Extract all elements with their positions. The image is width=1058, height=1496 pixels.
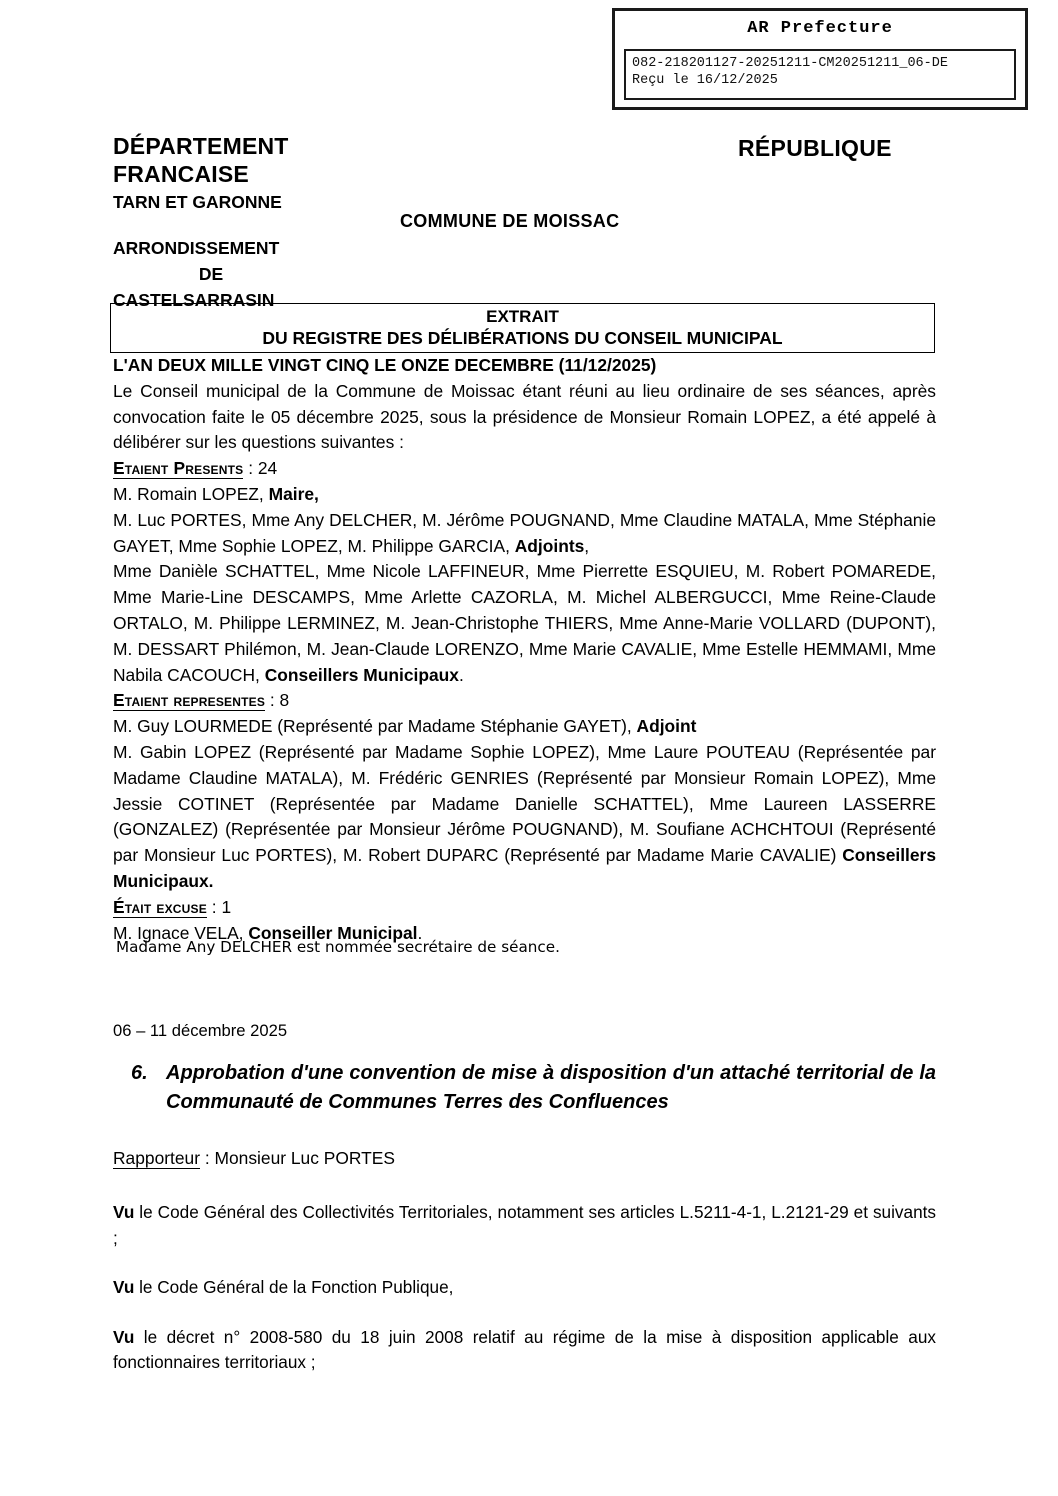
stamp-title: AR Prefecture: [747, 19, 893, 38]
conseillers-present-tail: .: [458, 664, 464, 685]
deliberation-number: 6.: [131, 1062, 148, 1084]
adjoints-role: Adjoints: [514, 535, 585, 556]
stamp-reference-box: [624, 49, 1016, 100]
department-line-2: FRANCAISE: [113, 161, 249, 187]
represented-adjoint-line: [113, 714, 936, 740]
vu-keyword: Vu: [113, 1326, 135, 1347]
mayor-line: [113, 482, 936, 508]
vu-item: [113, 1200, 936, 1251]
stamp-received-date: Reçu le 16/12/2025: [632, 73, 778, 88]
rapporteur-separator: :: [200, 1148, 215, 1168]
department-block: [113, 132, 413, 214]
department-line-1: DÉPARTEMENT: [113, 133, 289, 159]
presents-heading: [113, 456, 936, 482]
presents-separator: :: [243, 458, 258, 479]
vu-text: le Code Général des Collectivités Territoriales, notamment ses articles L.5211-4-1, L.2121-29 et suivants ;: [113, 1202, 936, 1248]
represented-separator: :: [265, 690, 280, 711]
adjoints-names: M. Luc PORTES, Mme Any DELCHER, M. Jérôme POUGNAND, Mme Claudine MATALA, Mme Stéphanie GAYET, Mme Sophie LOPEZ, M. Philippe GARCIA,: [113, 509, 936, 556]
represented-conseillers-line: [113, 740, 936, 895]
rapporteur-name: Monsieur Luc PORTES: [214, 1148, 395, 1168]
excused-separator: :: [206, 896, 222, 917]
secretary-note: Madame Any DELCHER est nommée secrétaire de séance.: [116, 938, 560, 956]
deliberation-title: [131, 1059, 936, 1116]
ar-prefecture-stamp: [612, 8, 1028, 110]
vu-text: le décret n° 2008-580 du 18 juin 2008 relatif au régime de la mise à disposition applicable aux fonctionnaires territoriaux ;: [113, 1326, 936, 1372]
excused-member-role: Conseiller Municipal: [248, 922, 418, 943]
vu-keyword: Vu: [113, 1202, 135, 1222]
excused-heading: [113, 895, 936, 921]
excused-member-name: M. Ignace VELA,: [113, 922, 249, 943]
arrondissement-de: DE: [198, 264, 224, 284]
rapporteur-label: Rapporteur: [113, 1148, 201, 1168]
vu-item: [113, 1275, 936, 1301]
document-body: [113, 353, 936, 946]
conseillers-present-role: Conseillers Municipaux: [264, 664, 459, 685]
arrondissement-label: ARRONDISSEMENT: [113, 238, 280, 258]
represented-count: 8: [279, 690, 290, 711]
adjoints-line: [113, 508, 936, 560]
represented-label: Etaient representes: [113, 690, 266, 711]
represented-adjoint-name: M. Guy LOURMEDE (Représenté par Madame Stéphanie GAYET),: [113, 716, 637, 737]
presents-label: Etaient Presents: [113, 458, 244, 479]
arrondissement-block: [113, 235, 413, 313]
convocation-paragraph: Le Conseil municipal de la Commune de Moissac étant réuni au lieu ordinaire de ses séances, après convocation faite le 05 décembre 2025, sous la présidence de Monsieur Romain LOPEZ, a été appelé à délibérer sur les questions suivantes :: [113, 380, 936, 453]
excused-label: Était excuse: [113, 896, 207, 917]
represented-heading: [113, 688, 936, 714]
presents-count: 24: [257, 458, 278, 479]
mayor-name: M. Romain LOPEZ,: [113, 483, 269, 504]
rapporteur-line: [113, 1146, 395, 1170]
represented-conseillers-names: M. Gabin LOPEZ (Représenté par Madame Sophie LOPEZ), Mme Laure POUTEAU (Représentée par Madame Claudine MATALA), M. Frédéric GENRIES (Représenté par Monsieur Romain LOPEZ), Mme Jessie COTINET (Représentée par Madame Danielle SCHATTEL), Mme Laureen LASSERRE (GONZALEZ) (Représentée par Monsieur Jérôme POUGNAND), M. Soufiane ACHCHTOUI (Représenté par Monsieur Luc PORTES), M. Robert DUPARC (Représenté par Madame Marie CAVALIE): [113, 741, 936, 866]
conseillers-present-names: Mme Danièle SCHATTEL, Mme Nicole LAFFINEUR, Mme Pierrette ESQUIEU, M. Robert POMAREDE, Mme Marie-Line DESCAMPS, Mme Arlette CAZORLA, M. Michel ALBERGUCCI, Mme Reine-Claude ORTALO, M. Philippe LERMINEZ, M. Jean-Christophe THIERS, Mme Anne-Marie VOLLARD (DUPONT), M. DESSART Philémon, M. Jean-Claude LORENZO, Mme Marie CAVALIE, Mme Estelle HEMMAMI, Mme Nabila CACOUCH,: [113, 561, 936, 685]
republique-heading: RÉPUBLIQUE: [738, 135, 892, 161]
excused-count: 1: [221, 896, 232, 917]
commune-heading: COMMUNE DE MOISSAC: [400, 211, 620, 231]
extrait-box: [110, 303, 935, 353]
represented-conseillers-role: Conseillers Municipaux.: [113, 845, 936, 891]
extrait-subtitle: DU REGISTRE DES DÉLIBÉRATIONS DU CONSEIL MUNICIPAL: [262, 328, 783, 348]
conseillers-present-line: [113, 559, 936, 688]
session-date-heading: L'AN DEUX MILLE VINGT CINQ LE ONZE DECEMBRE (11/12/2025): [113, 355, 657, 375]
deliberation-date-line: 06 – 11 décembre 2025: [113, 1021, 288, 1040]
arrondissement-city: CASTELSARRASIN: [113, 290, 275, 310]
vu-considerations-block: [113, 1200, 936, 1400]
extrait-title: EXTRAIT: [486, 307, 559, 326]
stamp-reference-id: 082-218201127-20251211-CM20251211_06-DE: [632, 56, 948, 71]
department-name: TARN ET GARONNE: [113, 192, 282, 212]
vu-keyword: Vu: [113, 1277, 135, 1297]
vu-item: [113, 1325, 936, 1376]
mayor-role: Maire,: [268, 483, 319, 504]
deliberation-title-text: Approbation d'une convention de mise à disposition d'un attaché territorial de la Communauté de Communes Terres des Confluences: [166, 1062, 936, 1113]
represented-adjoint-role: Adjoint: [636, 716, 697, 737]
vu-text: le Code Général de la Fonction Publique,: [134, 1277, 454, 1297]
excused-member-tail: .: [417, 922, 423, 943]
adjoints-tail: ,: [584, 535, 590, 556]
